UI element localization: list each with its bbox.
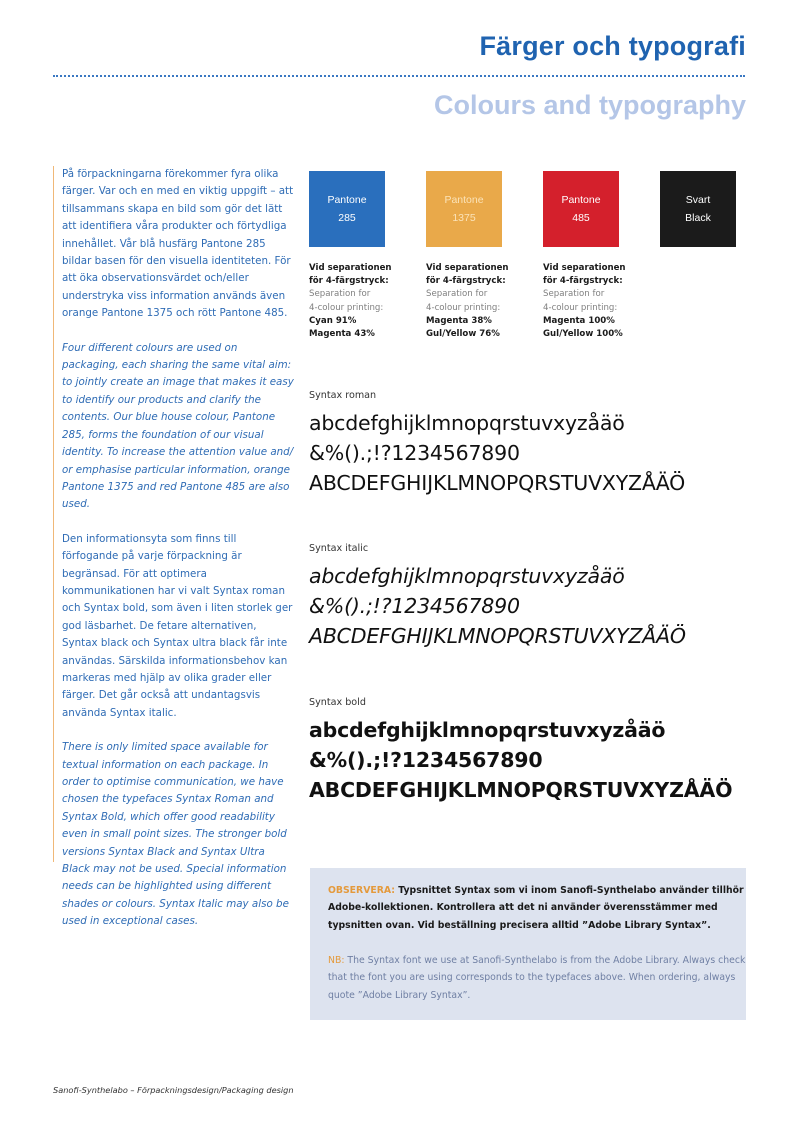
- separation-note-485: [543, 262, 626, 341]
- typeface-label: Syntax bold: [309, 697, 366, 708]
- notice-text: The Syntax font we use at Sanofi-Synthelabo is from the Adobe Library. Always check that the font you are using corresponds to the typefaces above. When ordering, always quote ”Adobe Library Syntax”.: [328, 955, 746, 1001]
- notice-label: NB:: [328, 955, 345, 966]
- intro-paragraph-sv-1: På förpackningarna förekommer fyra olika färger. Var och en med en viktig uppgift – att tillsammans skapa en bild som gör det lätt att identifiera våra produkter och förtydliga innehållet. Vår blå husfärg Pantone 285 bildar basen för den visuella identiteten. För att öka observationsvärdet och/eller understryka viss information används även orange Pantone 1375 och rött Pantone 485.: [62, 168, 294, 320]
- note-en: 4-colour printing:: [543, 302, 618, 313]
- typeface-label: Syntax italic: [309, 543, 369, 554]
- sample-lowercase: abcdefghijklmnopqrstuvxyzåäö: [309, 718, 666, 742]
- swatch-black: [660, 171, 736, 247]
- sample-symbols: &%().;!?1234567890: [309, 441, 520, 465]
- sample-uppercase: ABCDEFGHIJKLMNOPQRSTUVXYZÅÄÖ: [309, 624, 686, 648]
- notice-label: OBSERVERA:: [328, 885, 395, 896]
- page-title-swedish: Färger och typografi: [479, 31, 746, 61]
- sample-symbols: &%().;!?1234567890: [309, 594, 520, 618]
- notice-swedish: [328, 882, 746, 934]
- notice-text: Typsnittet Syntax som vi inom Sanofi-Synthelabo använder tillhör Adobe-kollektionen. Kontrollera att det ni använder överensstämmer med typsnitten ovan. Vid beställning precisera alltid ”Adobe Library Syntax”.: [328, 885, 744, 931]
- swatch-pantone-285: [309, 171, 385, 247]
- note-en: 4-colour printing:: [309, 302, 384, 313]
- note-sv: för 4-färgstryck:: [543, 276, 623, 287]
- page-title-english: Colours and typography: [433, 90, 746, 120]
- sample-symbols: &%().;!?1234567890: [309, 748, 543, 772]
- note-en: Separation for: [543, 289, 605, 300]
- intro-paragraph-en-1: Four different colours are used on packaging, each sharing the same vital aim: to jointly create an image that makes it easy to identify our products and clarify the contents. Our blue house colour, Pantone 285, forms the foundation of our visual identity. To increase the attention value and/ or emphasise particular information, orange Pantone 1375 and red Pantone 485 are also used.: [62, 341, 294, 511]
- separation-note-1375: [426, 262, 509, 341]
- note-value: Magenta 43%: [309, 329, 375, 340]
- swatch-label: Pantone: [561, 194, 601, 206]
- note-value: Magenta 100%: [543, 315, 615, 326]
- note-en: Separation for: [309, 289, 371, 300]
- intro-paragraph-sv-2: Den informationsyta som finns till förfogande på varje förpackning är begränsad. För att optimera kommunikationen har vi valt Syntax roman och Syntax bold, som även i liten storlek ger god läsbarhet. De fetare alternativen, Syntax black och Syntax ultra black får inte användas. Särskilda informationsbehov kan markeras med hjälp av olika grader eller färger. Det går också att undantagsvis använda Syntax italic.: [62, 532, 293, 719]
- typeface-label: Syntax roman: [309, 390, 377, 401]
- note-value: Magenta 38%: [426, 315, 492, 326]
- swatch-label: Pantone: [444, 194, 484, 206]
- swatch-pantone-485: [543, 171, 619, 247]
- swatch-code: 1375: [452, 212, 476, 224]
- note-value: Cyan 91%: [309, 315, 357, 326]
- note-value: Gul/Yellow 76%: [426, 329, 500, 340]
- typeface-sample-roman: [309, 390, 685, 498]
- note-en: 4-colour printing:: [426, 302, 501, 313]
- intro-paragraph-en-2: There is only limited space available for textual information on each package. In order to optimise communication, we have chosen the typefaces Syntax Roman and Syntax Bold, which offer good readability even in small point sizes. The stronger bold versions Syntax Black and Syntax Ultra Black may not be used. Special information needs can be highlighted using different shades or colours. Syntax Italic may also be used in exceptional cases.: [62, 741, 289, 928]
- swatch-label: Pantone: [327, 194, 367, 206]
- note-sv: för 4-färgstryck:: [426, 276, 506, 287]
- note-sv: Vid separationen: [543, 263, 626, 273]
- typeface-sample-italic: [309, 543, 686, 651]
- note-en: Separation for: [426, 289, 488, 300]
- swatch-code: 485: [572, 212, 590, 224]
- swatch-pantone-1375: [426, 171, 502, 247]
- swatch-code: Black: [685, 212, 711, 224]
- note-sv: för 4-färgstryck:: [309, 276, 389, 287]
- intro-column: [53, 166, 294, 928]
- sample-uppercase: ABCDEFGHIJKLMNOPQRSTUVXYZÅÄÖ: [309, 778, 733, 802]
- dotted-divider: [53, 75, 745, 77]
- swatch-label: Svart: [685, 194, 711, 206]
- notice-english: [328, 952, 746, 1004]
- sample-lowercase: abcdefghijklmnopqrstuvxyzåäö: [309, 564, 625, 588]
- note-value: Gul/Yellow 100%: [543, 329, 623, 340]
- page-footer: Sanofi-Synthelabo – Förpackningsdesign/Packaging design: [53, 1085, 294, 1095]
- separation-note-285: [309, 262, 392, 341]
- sample-uppercase: ABCDEFGHIJKLMNOPQRSTUVXYZÅÄÖ: [309, 471, 686, 495]
- sample-lowercase: abcdefghijklmnopqrstuvxyzåäö: [309, 411, 625, 435]
- note-sv: Vid separationen: [309, 263, 392, 273]
- font-notice-box: [310, 868, 746, 1020]
- swatch-code: 285: [338, 212, 356, 224]
- typeface-sample-bold: [309, 697, 732, 805]
- note-sv: Vid separationen: [426, 263, 509, 273]
